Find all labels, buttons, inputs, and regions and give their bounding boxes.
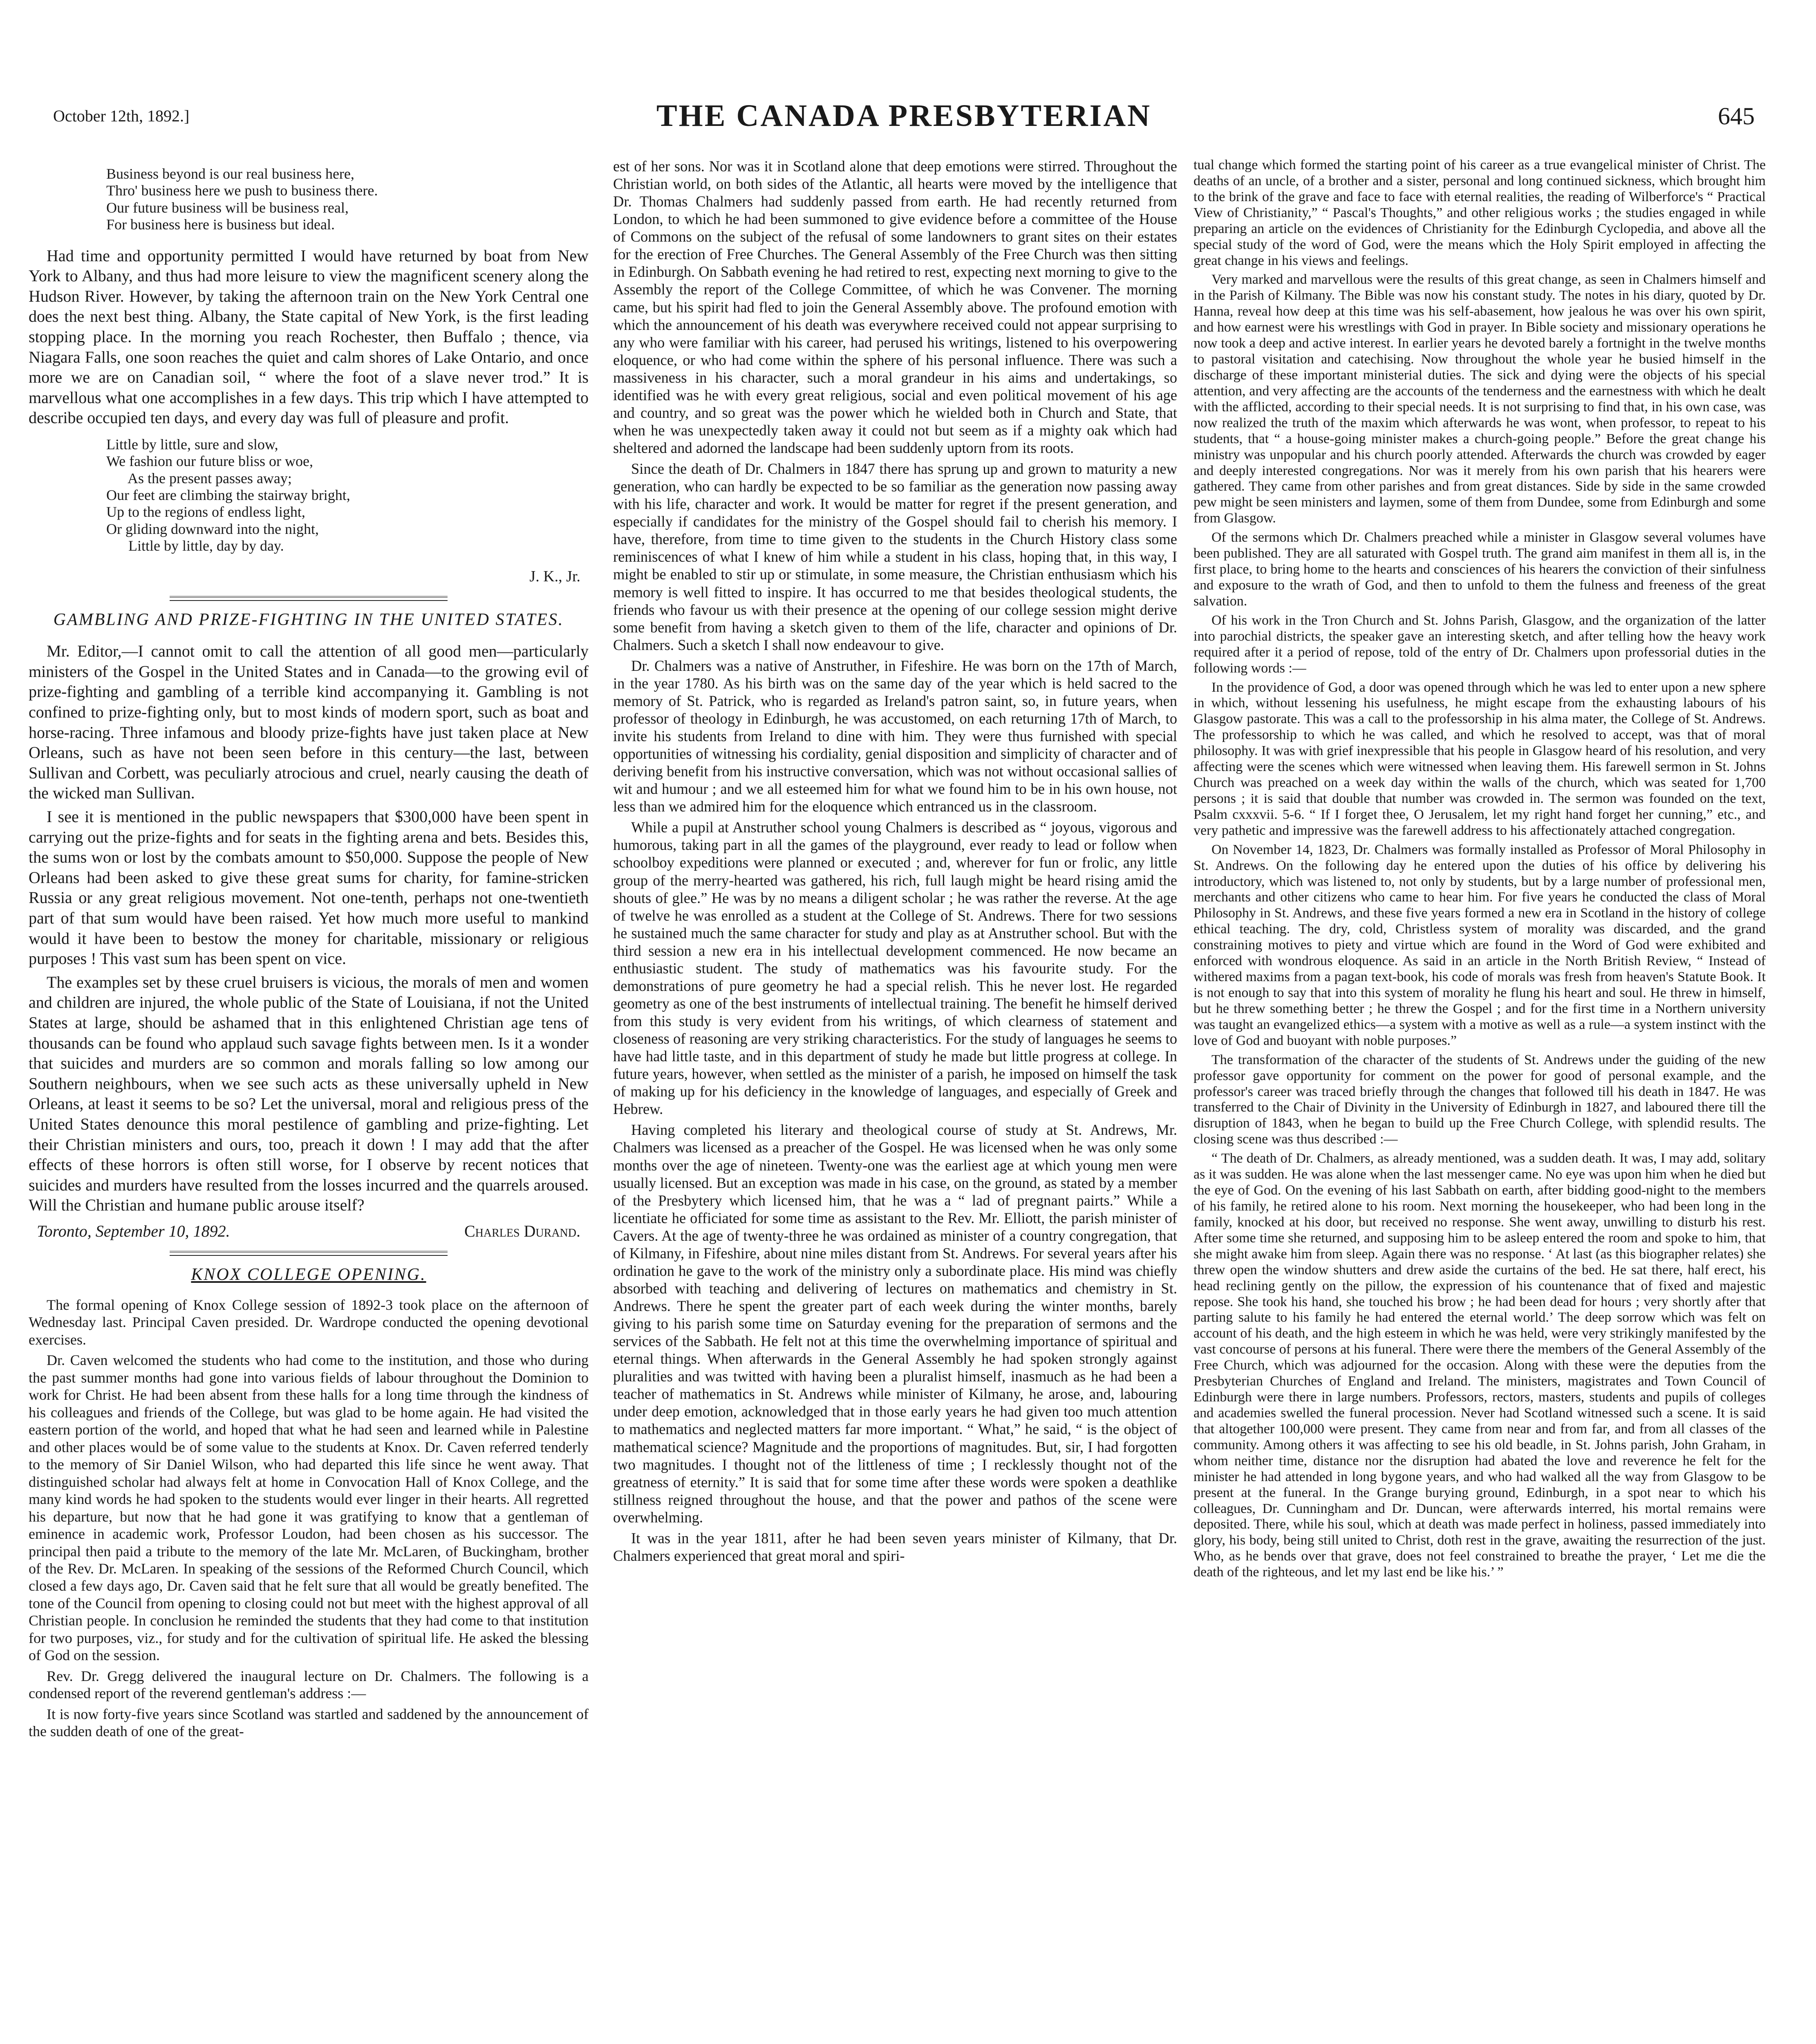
article-paragraph: “ The death of Dr. Chalmers, as already mentioned, was a sudden death. It was, I may add, solitary as it was sudden. He was alone when the last messenger came. No eye was upon him when he died but the eye of God. On the evening of his last Sabbath on earth, after bidding good-night to the members of his family, he retired alone to his room. Next morning the housekeeper, who had been long in the family, knocked at his door, but received no response. She went away, unwilling to disturb his rest. After some time she returned, and supposing him to be asleep entered the room and spoke to him, that she might awake him from sleep. Again there was no response. ‘ At last (as this biographer relates) she threw open the window shutters and drew aside the curtains of the bed. He sat there, half erect, his head reclining gently on the pillow, the expression of his countenance that of fixed and majestic repose. She took his hand, she touched his brow ; he had been dead for hours ; very shortly after that parting salute to his family he had entered the eternal world.’ The deep sorrow which was felt on account of his death, and the high esteem in which he was held, were very strikingly manifested by the vast concourse of persons at his funeral. There were there the members of the General Assembly of the Free Church, which was adjourned for the occasion. Along with these were the deputies from the Presbyterian Churches of England and Ireland. The ministers, magistrates and Town Council of Edinburgh were there in large numbers. Professors, rectors, masters, students and pupils of colleges and academies swelled the funeral procession. Never had Scotland witnessed such a scene. It is said that altogether 100,000 were present. They came from near and from far, and from all classes of the community. Among others it was affecting to see his old beadle, in St. Johns parish, John Graham, in whom neither time, distance nor the disruption had abated the love and reverence he felt for the minister he had attended in long bygone years, and who had walked all the way from Glasgow to be present at the funeral. In the Grange burying ground, Edinburgh, in a spot near to which his colleagues, Dr. Cunningham and Dr. Duncan, were afterwards interred, his mortal remains were deposited. There, while his soul, which at death was made perfect in holiness, passed immediately into glory, his body, being still united to Christ, doth rest in the grave, awaiting the resurrection of the just. Who, as he bends over that grave, does not feel constrained to breathe the prayer, ‘ Let me die the death of the righteous, and let my last end be like his.’ ” [1193,1151,1766,1580]
page-number: 645 [1718,103,1755,130]
article-paragraph: Of the sermons which Dr. Chalmers preached while a minister in Glasgow several volumes have been published. They are all saturated with Gospel truth. The grand aim manifest in them all is, in the first place, to bring home to the hearts and consciences of his hearers the conviction of their sinfulness and exposure to the wrath of God, and then to unfold to them the fulness and freeness of the great salvation. [1193,530,1766,609]
article-paragraph: Since the death of Dr. Chalmers in 1847 there has sprung up and grown to maturity a new generation, who can hardly be expected to be so familiar as the generation now passing away with his life, character and work. It would be matter for regret if the present generation, and especially if candidates for the ministry of the Gospel should fail to cherish his memory. I have, therefore, from time to time given to the students in the Church History class some reminiscences of what I knew of him while a student in his class, hoping that, in this way, I might be enabled to stir up or stimulate, in some measure, the Christian enthusiasm which his memory is well fitted to inspire. It has occurred to me that besides theological students, the friends who favour us with their presence at the opening of our college session might derive some benefit from having a sketch given to them of the life, character and opinions of Dr. Chalmers. Such a sketch I shall now endeavour to give. [613,460,1177,653]
article-paragraph: It was in the year 1811, after he had been seven years minister of Kilmany, that Dr. Chalmers experienced that great moral and spiri- [613,1529,1177,1564]
newspaper-title: THE CANADA PRESBYTERIAN [656,99,1152,133]
article-heading: KNOX COLLEGE OPENING. [191,1265,426,1284]
article-paragraph: Dr. Caven welcomed the students who had come to the institution, and those who during the past summer months had gone into various fields of labour throughout the Dominion to work for Christ. He had been absent from these halls for a long time through the kindness of his colleagues and friends of the College, but was glad to be home again. He had visited the eastern portion of the world, and hoped that what he had seen and learned while in Palestine and other places would be of some value to the students at Knox. Dr. Caven referred tenderly to the memory of Sir Daniel Wilson, who had departed this life since he went away. That distinguished scholar had always felt at home in Convocation Hall of Knox College, and the many kind words he had spoken to the students would ever linger in their hearts. All regretted his departure, but now that he had gone it was gratifying to know that a gentleman of eminence in academic work, Professor Loudon, had been chosen as his successor. The principal then paid a tribute to the memory of the late Mr. McLaren, of Buckingham, brother of the Rev. Dr. McLaren. In speaking of the sessions of the Reformed Church Council, which closed a few days ago, Dr. Caven said that he felt sure that all would be greatly benefited. The tone of the Council from opening to closing could not but meet with the highest approval of all Christian people. In conclusion he reminded the students that they had come to that institution for two purposes, viz., for study and for the cultivation of spiritual life. He asked the blessing of God on the session. [29,1352,589,1664]
poem-line: We fashion our future bliss or woe, [106,453,313,470]
article-paragraph: The examples set by these cruel bruisers is vicious, the morals of men and women and children are injured, the whole public of the State of Louisiana, if not the United States at large, should be ashamed that in this enlightened Christian age tens of thousands can be found who applaud such savage fights between men. Is it a wonder that suicides and murders are so common and morals falling so low among our Southern neighbours, when we see such acts as these universally upheld in New Orleans, at least it seems to be so? Let the universal, moral and religious press of the United States denounce this moral pestilence of gambling and prize-fighting. Let their Christian ministers and ours, too, preach it down ! I may add that the after effects of these horrors is often still worse, for I observe by recent notices that suicides and murders have resulted from the losses incurred and the quarrels aroused. Will the Christian and humane public arouse itself? [29,973,589,1215]
section-divider [170,596,448,601]
poem-line: Our future business will be business real, [106,199,349,216]
page-header [53,82,1755,151]
poem-little-by-little [106,436,589,555]
article-paragraph: The formal opening of Knox College session of 1892-3 took place on the afternoon of Wednesday last. Principal Caven presided. Dr. Wardrope conducted the opening devotional exercises. [29,1296,589,1348]
poem-line: Our feet are climbing the stairway bright, [106,487,350,504]
dateline-author: Charles Durand. [464,1221,580,1240]
article-paragraph: I see it is mentioned in the public newspapers that $300,000 have been spent in carrying out the prize-fights and for seats in the fighting arena and bets. Besides this, the sums won or lost by the combats amount to $50,000. Suppose the people of New Orleans had been asked to give these great sums for charity, for famine-stricken Russia or any great religious movement. Not one-tenth, perhaps not one-twentieth part of that sum would have been raised. Yet how much more useful to mankind would it have been to bestow the money for charitable, missionary or religious purposes ! This vast sum has been spent on vice. [29,807,589,968]
article-paragraph: On November 14, 1823, Dr. Chalmers was formally installed as Professor of Moral Philosophy in St. Andrews. On the following day he entered upon the duties of his office by delivering his introductory, which was listened to, not only by students, but by a large number of professional men, merchants and other citizens who came to hear him. For five years he conducted the class of Moral Philosophy in St. Andrews, and these five years formed a new era in Scotland in the history of college ethical teaching. The dry, cold, Christless system of morality was discarded, and the grand constraining motives to piety and virtue which are found in the Word of God were exhibited and enforced with wondrous eloquence. As said in an article in the North British Review, “ Instead of withered maxims from a pagan text-book, his code of morals was fresh from heaven's Statute Book. It is not enough to say that into this system of morality he flung his heart and soul. He threw in himself, but he threw something better ; he threw the Gospel ; and for the first time in a Northern university was taught an evangelized ethics—a system with a motive as well as a rule—a system instinct with the love of God and buoyant with noble purposes.” [1193,842,1766,1048]
column-3 [1193,157,1766,2044]
poem-line: Little by little, sure and slow, [106,436,278,453]
poem-line: Up to the regions of endless light, [106,504,305,520]
travel-paragraph: Had time and opportunity permitted I would have returned by boat from New York to Albany, and thus had more leisure to view the magnificent scenery along the Hudson River. However, by taking the afternoon train on the New York Central one does the next best thing. Albany, the State capital of New York, is the first leading stopping place. In the morning you reach Rochester, then Buffalo ; thence, via Niagara Falls, one soon reaches the quiet and calm shores of Lake Ontario, and once more we are on Canadian soil, “ where the foot of a slave never trod.” It is marvellous what one accomplishes in a few days. This trip which I have attempted to describe occupied ten days, and every day was full of pleasure and profit. [29,246,589,427]
poem-business [106,166,589,233]
article-paragraph: Dr. Chalmers was a native of Anstruther, in Fifeshire. He was born on the 17th of March, in the year 1780. As his birth was on the same day of the year which is held sacred to the memory of St. Patrick, who is regarded as Ireland's patron saint, so, in future years, when professor of theology in Edinburgh, he was accustomed, on each returning 17th of March, to invite his students from Ireland to dine with him. They were thus furnished with special opportunities of witnessing his cordiality, genial disposition and simplicity of character and of deriving benefit from his instructive conversation, which was not without occasional sallies of wit and humour ; and we all esteemed him for what we found him to be in his own house, not less than we admired him for the eloquence which entranced us in the classroom. [613,657,1177,815]
poem-line: Little by little, day by day. [106,538,284,554]
article-paragraph: The transformation of the character of the students of St. Andrews under the guiding of the new professor gave opportunity for comment on the power for good of personal example, and the professor's career was traced briefly through the changes that followed till his death in 1847. He was transferred to the Chair of Divinity in the University of Edinburgh in 1827, and laboured there till the disruption of 1843, when he began to build up the Free Church College, with splendid results. The closing scene was thus described :— [1193,1052,1766,1147]
poem-line: Or gliding downward into the night, [106,520,319,537]
article-paragraph: Mr. Editor,—I cannot omit to call the attention of all good men—particularly ministers of the Gospel in the United States and in Canada—to the growing evil of prize-fighting and gambling of a terrible kind accompanying it. Gambling is not confined to prize-fighting only, but to most kinds of modern sport, such as boat and horse-racing. Three infamous and bloody prize-fights have just taken place at New Orleans, such as have not been seen before in this century—the last, between Sullivan and Corbett, was peculiarly atrocious and cruel, nearly causing the death of the wicked man Sullivan. [29,642,589,802]
article-paragraph: In the providence of God, a door was opened through which he was led to enter upon a new sphere in which, without lessening his usefulness, he might escape from the exhausting labours of his Glasgow pastorate. This was a call to the professorship in his alma mater, the College of St. Andrews. The professorship to which he was called, and which he resolved to accept, was that of moral philosophy. It was with grief inexpressible that his people in Glasgow heard of his resolution, and very affecting were the scenes which were witnessed when leaving them. His farewell sermon in St. Johns Church was preached on a week day within the walls of the church, which was seated for 1,700 persons ; it is said that double that number was crowded in. The sermon was founded on the text, Psalm cxxxvii. 5-6. “ If I forget thee, O Jerusalem, let my right hand forget her cunning,” etc., and very pathetic and impressive was the farewell address to his affectionately attached congregation. [1193,679,1766,838]
article-paragraph: est of her sons. Nor was it in Scotland alone that deep emotions were stirred. Throughout the Christian world, on both sides of the Atlantic, all hearts were moved by the intelligence that Dr. Thomas Chalmers had suddenly passed from earth. He had recently returned from London, to which he had been summoned to give evidence before a committee of the House of Commons on the subject of the refusal of some landowners to grant sites on their estates for the erection of Free Churches. The General Assembly of the Free Church was then sitting in Edinburgh. On Sabbath evening he had retired to rest, expecting next morning to give to the Assembly the report of the College Committee, of which he was Convener. The morning came, but his spirit had fled to join the General Assembly above. The profound emotion with which the announcement of his death was everywhere received could not appear surprising to any who were familiar with his career, had perused his writings, listened to his overpowering eloquence, or who had come within the sphere of his personal influence. There was such a massiveness in his character, such a moral grandeur in his aims and undertakings, so identified was he with every great religious, social and even political movement of his age and country, and so great was the power which he wielded both in Church and State, that when he was unexpectedly taken away it could not but seem as if a mighty oak which had sheltered and adorned the landscape had been suddenly uptorn from its roots. [613,158,1177,456]
article-paragraph: Having completed his literary and theological course of study at St. Andrews, Mr. Chalmers was licensed as a preacher of the Gospel. He was licensed when he was only some months over the age of nineteen. Twenty-one was the earliest age at which young men were usually licensed. But an exception was made in his case, on the ground, as stated by a member of the Presbytery which licensed him, that he was a “ lad of pregnant pairts.” While a licentiate he officiated for some time as assistant to the Rev. Mr. Elliott, the parish minister of Cavers. At the age of twenty-three he was ordained as minister of a country congregation, that of Kilmany, in Fifeshire, about nine miles distant from St. Andrews. For several years after his ordination he gave to the work of the ministry only a subordinate place. His mind was chiefly absorbed with teaching and delivering of lectures on mathematics and chemistry in St. Andrews. There he spent the greater part of each week during the winter months, barely giving to his parish some time on Saturday evening for the preparation of sermons and the services of the Sabbath. He felt not at this time the overwhelming importance of spiritual and eternal things. When afterwards in the General Assembly he had spoken strongly against pluralities and was twitted with having been a pluralist himself, inasmuch as he had been a teacher of mathematics in St. Andrews while minister of Kilmany, he arose, and, labouring under deep emotion, acknowledged that in those early years he had given too much attention to mathematics and neglected matters far more important. “ What,” he said, “ is the object of mathematical science? Magnitude and the proportions of magnitudes. But, sir, I had forgotten two magnitudes. I thought not of the littleness of time ; I recklessly thought not of the greatness of eternity.” It is said that for some time after these words were spoken a deathlike stillness reigned throughout the house, and that the power and pathos of the scene were overwhelming. [613,1121,1177,1526]
article-heading: GAMBLING AND PRIZE-FIGHTING IN THE UNITED STATES. [53,610,564,629]
signature: J. K., Jr. [529,567,580,585]
poem-line: For business here is business but ideal. [106,216,335,233]
dateline [37,1221,580,1242]
article-paragraph: It is now forty-five years since Scotland was startled and saddened by the announcement of the sudden death of one of the great- [29,1706,589,1740]
section-divider [170,1251,448,1256]
poem-line: Thro' business here we push to business there. [106,182,378,199]
article-paragraph: Very marked and marvellous were the results of this great change, as seen in Chalmers himself and in the Parish of Kilmany. The Bible was now his constant study. The notes in his diary, quoted by Dr. Hanna, reveal how deep at this time was his self-abasement, how jealous he was over his own spirit, and how earnest were his wrestlings with God in prayer. In Bible society and missionary operations he now took a deep and active interest. In earlier years he devoted barely a fortnight in the twelve months to pastoral visitation and catechising. Now throughout the whole year he busied himself in the discharge of these important ministerial duties. The sick and dying were the objects of his special attention, and very affecting are the accounts of the tenderness and the earnestness with which he dealt with the afflicted, according to their special needs. It is not surprising to find that, in his own case, was now realized the truth of the maxim which afterwards he was wont, when professor, to repeat to his students, that “ a house-going minister makes a church-going people.” Before the great change his ministry was unpopular and his church poorly attended. Afterwards the church was crowded by eager and deeply interested congregations. Nor was it merely from his own parish that his hearers were gathered. They came from other parishes and from great distances. Side by side in the same crowded pew might be seen ministers and laymen, some of them from Dundee, some from Edinburgh and some from Glasgow. [1193,272,1766,526]
poem-line: As the present passes away; [106,470,292,486]
article-paragraph: Rev. Dr. Gregg delivered the inaugural lecture on Dr. Chalmers. The following is a condensed report of the reverend gentleman's address :— [29,1667,589,1702]
issue-date: October 12th, 1892.] [53,107,190,125]
article-paragraph: Of his work in the Tron Church and St. Johns Parish, Glasgow, and the organization of the latter into parochial districts, the speaker gave an interesting sketch, and after telling how the heavy work required after it a period of repose, told of the entry of Dr. Chalmers upon professorial duties in the following words :— [1193,612,1766,676]
poem-line: Business beyond is our real business here, [106,166,354,182]
dateline-place: Toronto, September 10, 1892. [37,1221,230,1240]
column-1 [29,157,589,2044]
article-paragraph: tual change which formed the starting point of his career as a true evangelical minister of Christ. The deaths of an uncle, of a brother and a sister, personal and long continued sickness, which brought him to the brink of the grave and face to face with eternal realities, the reading of Wilberforce's “ Practical View of Christianity,” “ Pascal's Thoughts,” and other religious works ; the studies engaged in while preparing an article on the evidences of Christianity for the Edinburgh Cyclopedia, and above all the special study of the word of God, were the means which the Holy Spirit employed in affecting the great change in his views and feelings. [1193,157,1766,268]
article-paragraph: While a pupil at Anstruther school young Chalmers is described as “ joyous, vigorous and humorous, taking part in all the games of the playground, ever ready to lead or follow when schoolboy expeditions were planned or executed ; and, wherever for fun or frolic, any little group of the merry-hearted was gathered, his rich, full laugh might be heard rising amid the shouts of glee.” He was by no means a diligent scholar ; he was rather the reverse. At the age of twelve he was enrolled as a student at the College of St. Andrews. There for two sessions he sustained much the same character for study and play as at Anstruther school. But with the third session a new era in his intellectual development commenced. He now became an enthusiastic student. The study of mathematics was his favourite study. For the demonstrations of pure geometry he had a special relish. This he never lost. He regarded geometry as one of the best instruments of intellectual training. The benefit he himself derived from this study is very evident from his writings, of which clearness of statement and closeness of reasoning are very striking characteristics. For the study of languages he seems to have had little taste, and in this department of study he made but little progress at college. In future years, however, when settled as the minister of a parish, he imposed on himself the task of making up for his deficiency in the knowledge of languages, and especially of Greek and Hebrew. [613,819,1177,1118]
column-2 [613,157,1177,2044]
